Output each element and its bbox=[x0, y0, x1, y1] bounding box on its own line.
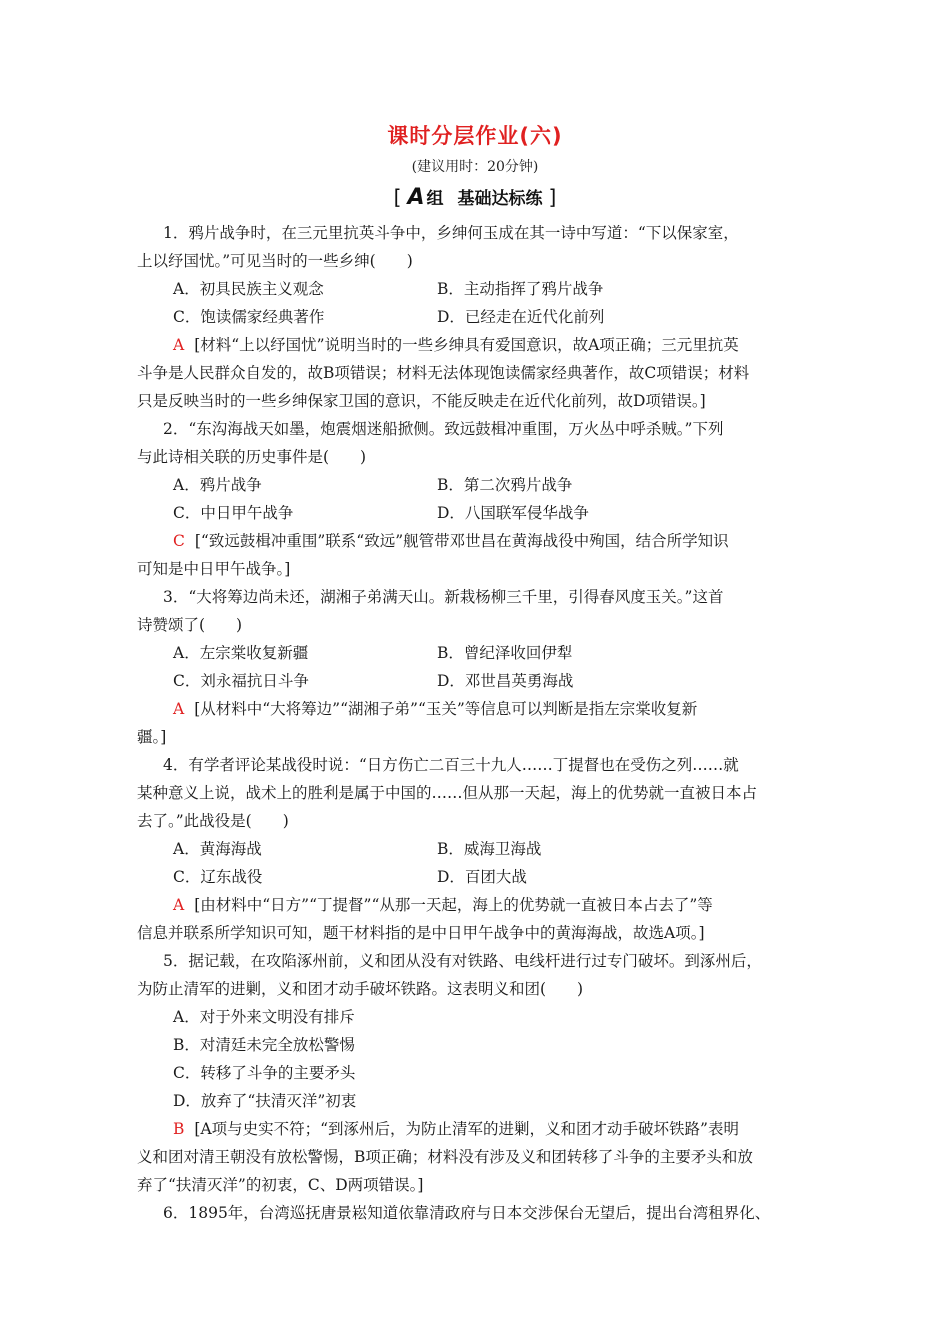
option-d: D．百团大战 bbox=[437, 868, 527, 886]
question-text: 诗赞颂了( ) bbox=[137, 616, 243, 634]
option-b: B．对清廷未完全放松警惕 bbox=[173, 1036, 355, 1054]
question-text: 上以纾国忧。”可见当时的一些乡绅( ) bbox=[137, 252, 413, 270]
section-bracket-close: ] bbox=[548, 185, 557, 209]
option-d: D．八国联军侵华战争 bbox=[437, 504, 589, 522]
option-c: C．刘永福抗日斗争 bbox=[173, 672, 309, 690]
question-text: 1．鸦片战争时，在三元里抗英斗争中，乡绅何玉成在其一诗中写道：“下以保家室， bbox=[163, 224, 739, 242]
option-a: A．初具民族主义观念 bbox=[173, 280, 324, 298]
option-d: D．放弃了“扶清灭洋”初衷 bbox=[173, 1092, 357, 1110]
option-a: A．左宗棠收复新疆 bbox=[173, 644, 309, 662]
option-b: B．曾纪泽收回伊犁 bbox=[437, 644, 573, 662]
answer-letter: C bbox=[173, 532, 185, 550]
explanation-text: 斗争是人民群众自发的，故B项错误；材料无法体现饱读儒家经典著作，故C项错误；材料 bbox=[137, 364, 750, 382]
question-text: 去了。”此战役是( ) bbox=[137, 812, 289, 830]
option-c: C．辽东战役 bbox=[173, 868, 263, 886]
answer-explanation: A [材料“上以纾国忧”说明当时的一些乡绅具有爱国意识，故A项正确；三元里抗英 bbox=[173, 336, 739, 354]
option-d: D．邓世昌英勇海战 bbox=[437, 672, 574, 690]
question-text: 为防止清军的进剿，义和团才动手破坏铁路。这表明义和团( ) bbox=[137, 980, 584, 998]
suggested-time: (建议用时：20分钟) bbox=[411, 159, 539, 175]
option-a: A．鸦片战争 bbox=[173, 476, 262, 494]
option-c: C．饱读儒家经典著作 bbox=[173, 308, 325, 326]
explanation-text: 弃了“扶清灭洋”的初衷，C、D两项错误。] bbox=[137, 1176, 424, 1194]
option-d: D．已经走在近代化前列 bbox=[437, 308, 605, 326]
option-a: A．黄海海战 bbox=[173, 840, 262, 858]
section-label: 基础达标练 bbox=[457, 189, 543, 209]
section-bracket-open: [ bbox=[393, 185, 402, 209]
option-b: B．威海卫海战 bbox=[437, 840, 542, 858]
answer-explanation: A [从材料中“大将筹边”“湖湘子弟”“玉关”等信息可以判断是指左宗棠收复新 bbox=[173, 700, 698, 718]
answer-explanation: C [“致远鼓楫冲重围”联系“致远”舰管带邓世昌在黄海战役中殉国，结合所学知识 bbox=[173, 532, 729, 550]
answer-letter: A bbox=[173, 336, 185, 354]
section-header bbox=[0, 184, 950, 210]
question-text: 2．“东沟海战天如墨，炮震烟迷船掀侧。致远鼓楫冲重围，万火丛中呼杀贼。”下列 bbox=[163, 420, 724, 438]
question-text: 与此诗相关联的历史事件是( ) bbox=[137, 448, 367, 466]
question-text: 5．据记载，在攻陷涿州前，义和团从没有对铁路、电线杆进行过专门破坏。到涿州后， bbox=[163, 952, 762, 970]
section-letter: A bbox=[407, 185, 425, 210]
answer-letter: A bbox=[173, 896, 185, 914]
option-b: B．主动指挥了鸦片战争 bbox=[437, 280, 604, 298]
question-text: 3．“大将筹边尚未还，湖湘子弟满天山。新栽杨柳三千里，引得春风度玉关。”这首 bbox=[163, 588, 724, 606]
answer-explanation: B [A项与史实不符；“到涿州后，为防止清军的进剿，义和团才动手破坏铁路”表明 bbox=[173, 1120, 739, 1138]
explanation-text: 义和团对清王朝没有放松警惕，B项正确；材料没有涉及义和团转移了斗争的主要矛头和放 bbox=[137, 1148, 753, 1166]
answer-letter: B bbox=[173, 1120, 185, 1138]
option-a: A．对于外来文明没有排斥 bbox=[173, 1008, 355, 1026]
question-text: 4．有学者评论某战役时说：“日方伤亡二百三十九人……丁提督也在受伤之列……就 bbox=[163, 756, 739, 774]
section-group: 组 bbox=[426, 189, 444, 209]
option-b: B．第二次鸦片战争 bbox=[437, 476, 573, 494]
explanation-text: 疆。] bbox=[137, 728, 167, 746]
explanation-text: 可知是中日甲午战争。] bbox=[137, 560, 291, 578]
explanation-text: 只是反映当时的一些乡绅保家卫国的意识，不能反映走在近代化前列，故D项错误。] bbox=[137, 392, 706, 410]
answer-explanation: A [由材料中“日方”“丁提督”“从那一天起，海上的优势就一直被日本占去了”等 bbox=[173, 896, 713, 914]
page-title: 课时分层作业(六) bbox=[387, 124, 563, 148]
explanation-text: 信息并联系所学知识可知，题干材料指的是中日甲午战争中的黄海海战，故选A项。] bbox=[137, 924, 705, 942]
option-c: C．中日甲午战争 bbox=[173, 504, 294, 522]
answer-letter: A bbox=[173, 700, 185, 718]
question-text: 6．1895年，台湾巡抚唐景崧知道依靠清政府与日本交涉保台无望后，提出台湾租界化、 bbox=[163, 1204, 771, 1222]
question-text: 某种意义上说，战术上的胜利是属于中国的……但从那一天起，海上的优势就一直被日本占 bbox=[137, 784, 758, 802]
option-c: C．转移了斗争的主要矛头 bbox=[173, 1064, 356, 1082]
